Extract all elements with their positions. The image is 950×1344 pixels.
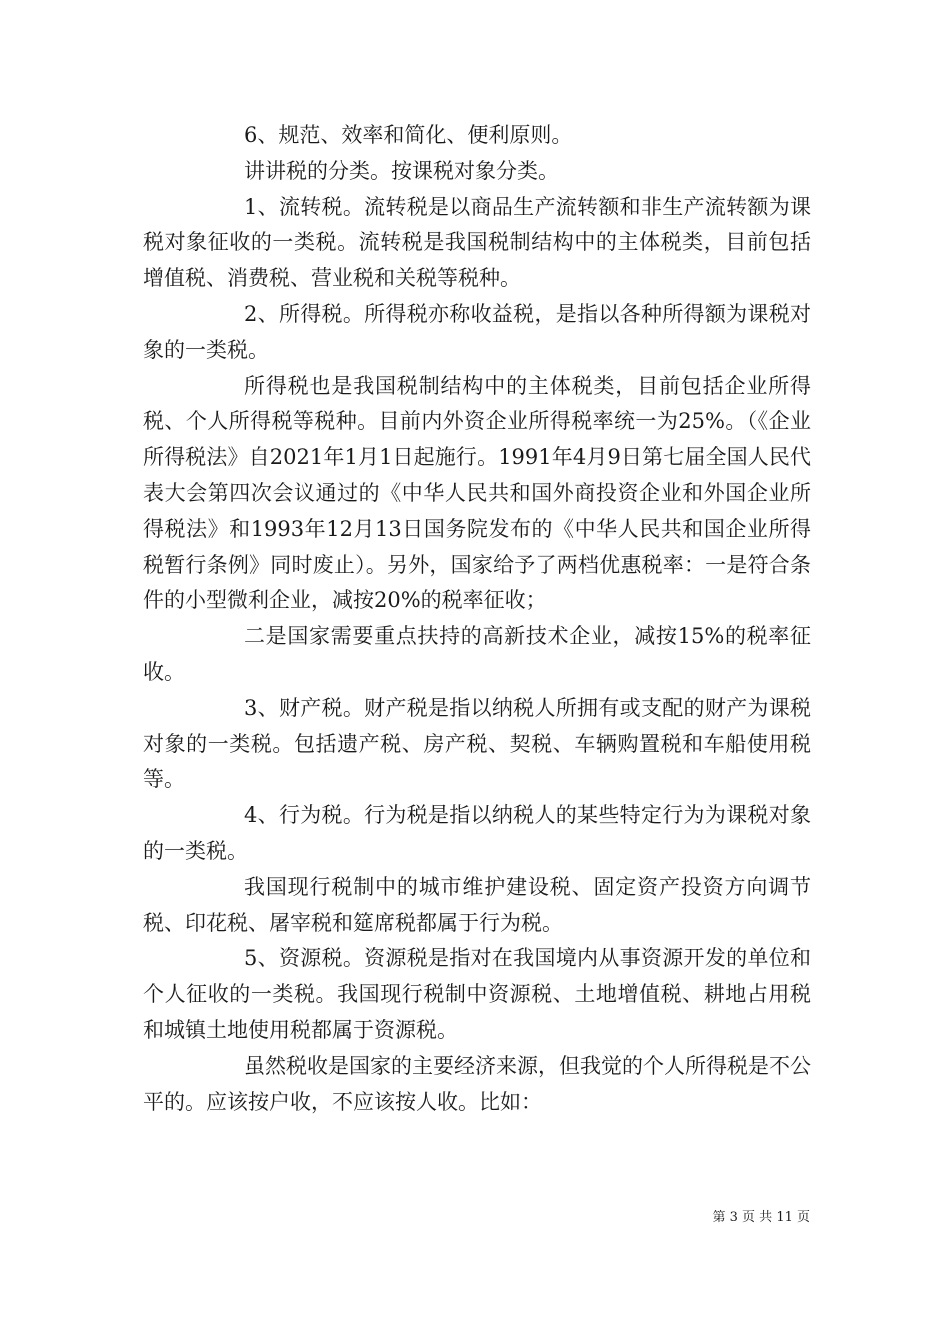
paragraph-tax-classification: 讲讲税的分类。按课税对象分类。 [244, 158, 559, 183]
paragraph-principle-6: 6、规范、效率和简化、便利原则。 [244, 123, 573, 147]
paragraph-resource-tax: 5、资源税。资源税是指对在我国境内从事资源开发的单位和个人征收的一类税。我国现行税制中资源税、土地增值税、耕地占用税和城镇土地使用税都属于资源税。 [143, 946, 811, 1042]
paragraph-behavior-tax: 4、行为税。行为税是指以纳税人的某些特定行为为课税对象的一类税。 [143, 803, 811, 863]
paragraph-high-tech-rate: 二是国家需要重点扶持的高新技术企业，减按15%的税率征收。 [143, 624, 811, 684]
page-number: 第 3 页 共 11 页 [712, 1210, 810, 1225]
paragraph-property-tax: 3、财产税。财产税是指以纳税人所拥有或支配的财产为课税对象的一类税。包括遗产税、房产税、契税、车辆购置税和车船使用税等。 [143, 695, 811, 792]
paragraph-income-tax: 2、所得税。所得税亦称收益税，是指以各种所得额为课税对象的一类税。 [143, 301, 811, 362]
paragraph-turnover-tax: 1、流转税。流转税是以商品生产流转额和非生产流转额为课税对象征收的一类税。流转税是我国税制结构中的主体税类，目前包括增值税、消费税、营业税和关税等税种。 [143, 194, 811, 291]
paragraph-behavior-tax-detail: 我国现行税制中的城市维护建设税、固定资产投资方向调节税、印花税、屠宰税和筵席税都属于行为税。 [143, 874, 811, 935]
paragraph-income-tax-detail: 所得税也是我国税制结构中的主体税类，目前包括企业所得税、个人所得税等税种。目前内外资企业所得税率统一为25%。（《企业所得税法》自2021年1月1日起施行。1991年4月9日第七届全国人民代表大会第四次会议通过的《中华人民共和国外商投资企业和外国企业所得税法》和1993年12月13日国务院发布的《中华人民共和国企业所得税暂行条例》同时废止）。另外，国家给予了两档优惠税率：一是符合条件的小型微利企业，减按20%的税率征收； [143, 373, 811, 613]
paragraph-personal-opinion: 虽然税收是国家的主要经济来源，但我觉的个人所得税是不公平的。应该按户收，不应该按人收。比如： [143, 1053, 811, 1114]
document-body [143, 118, 811, 1120]
